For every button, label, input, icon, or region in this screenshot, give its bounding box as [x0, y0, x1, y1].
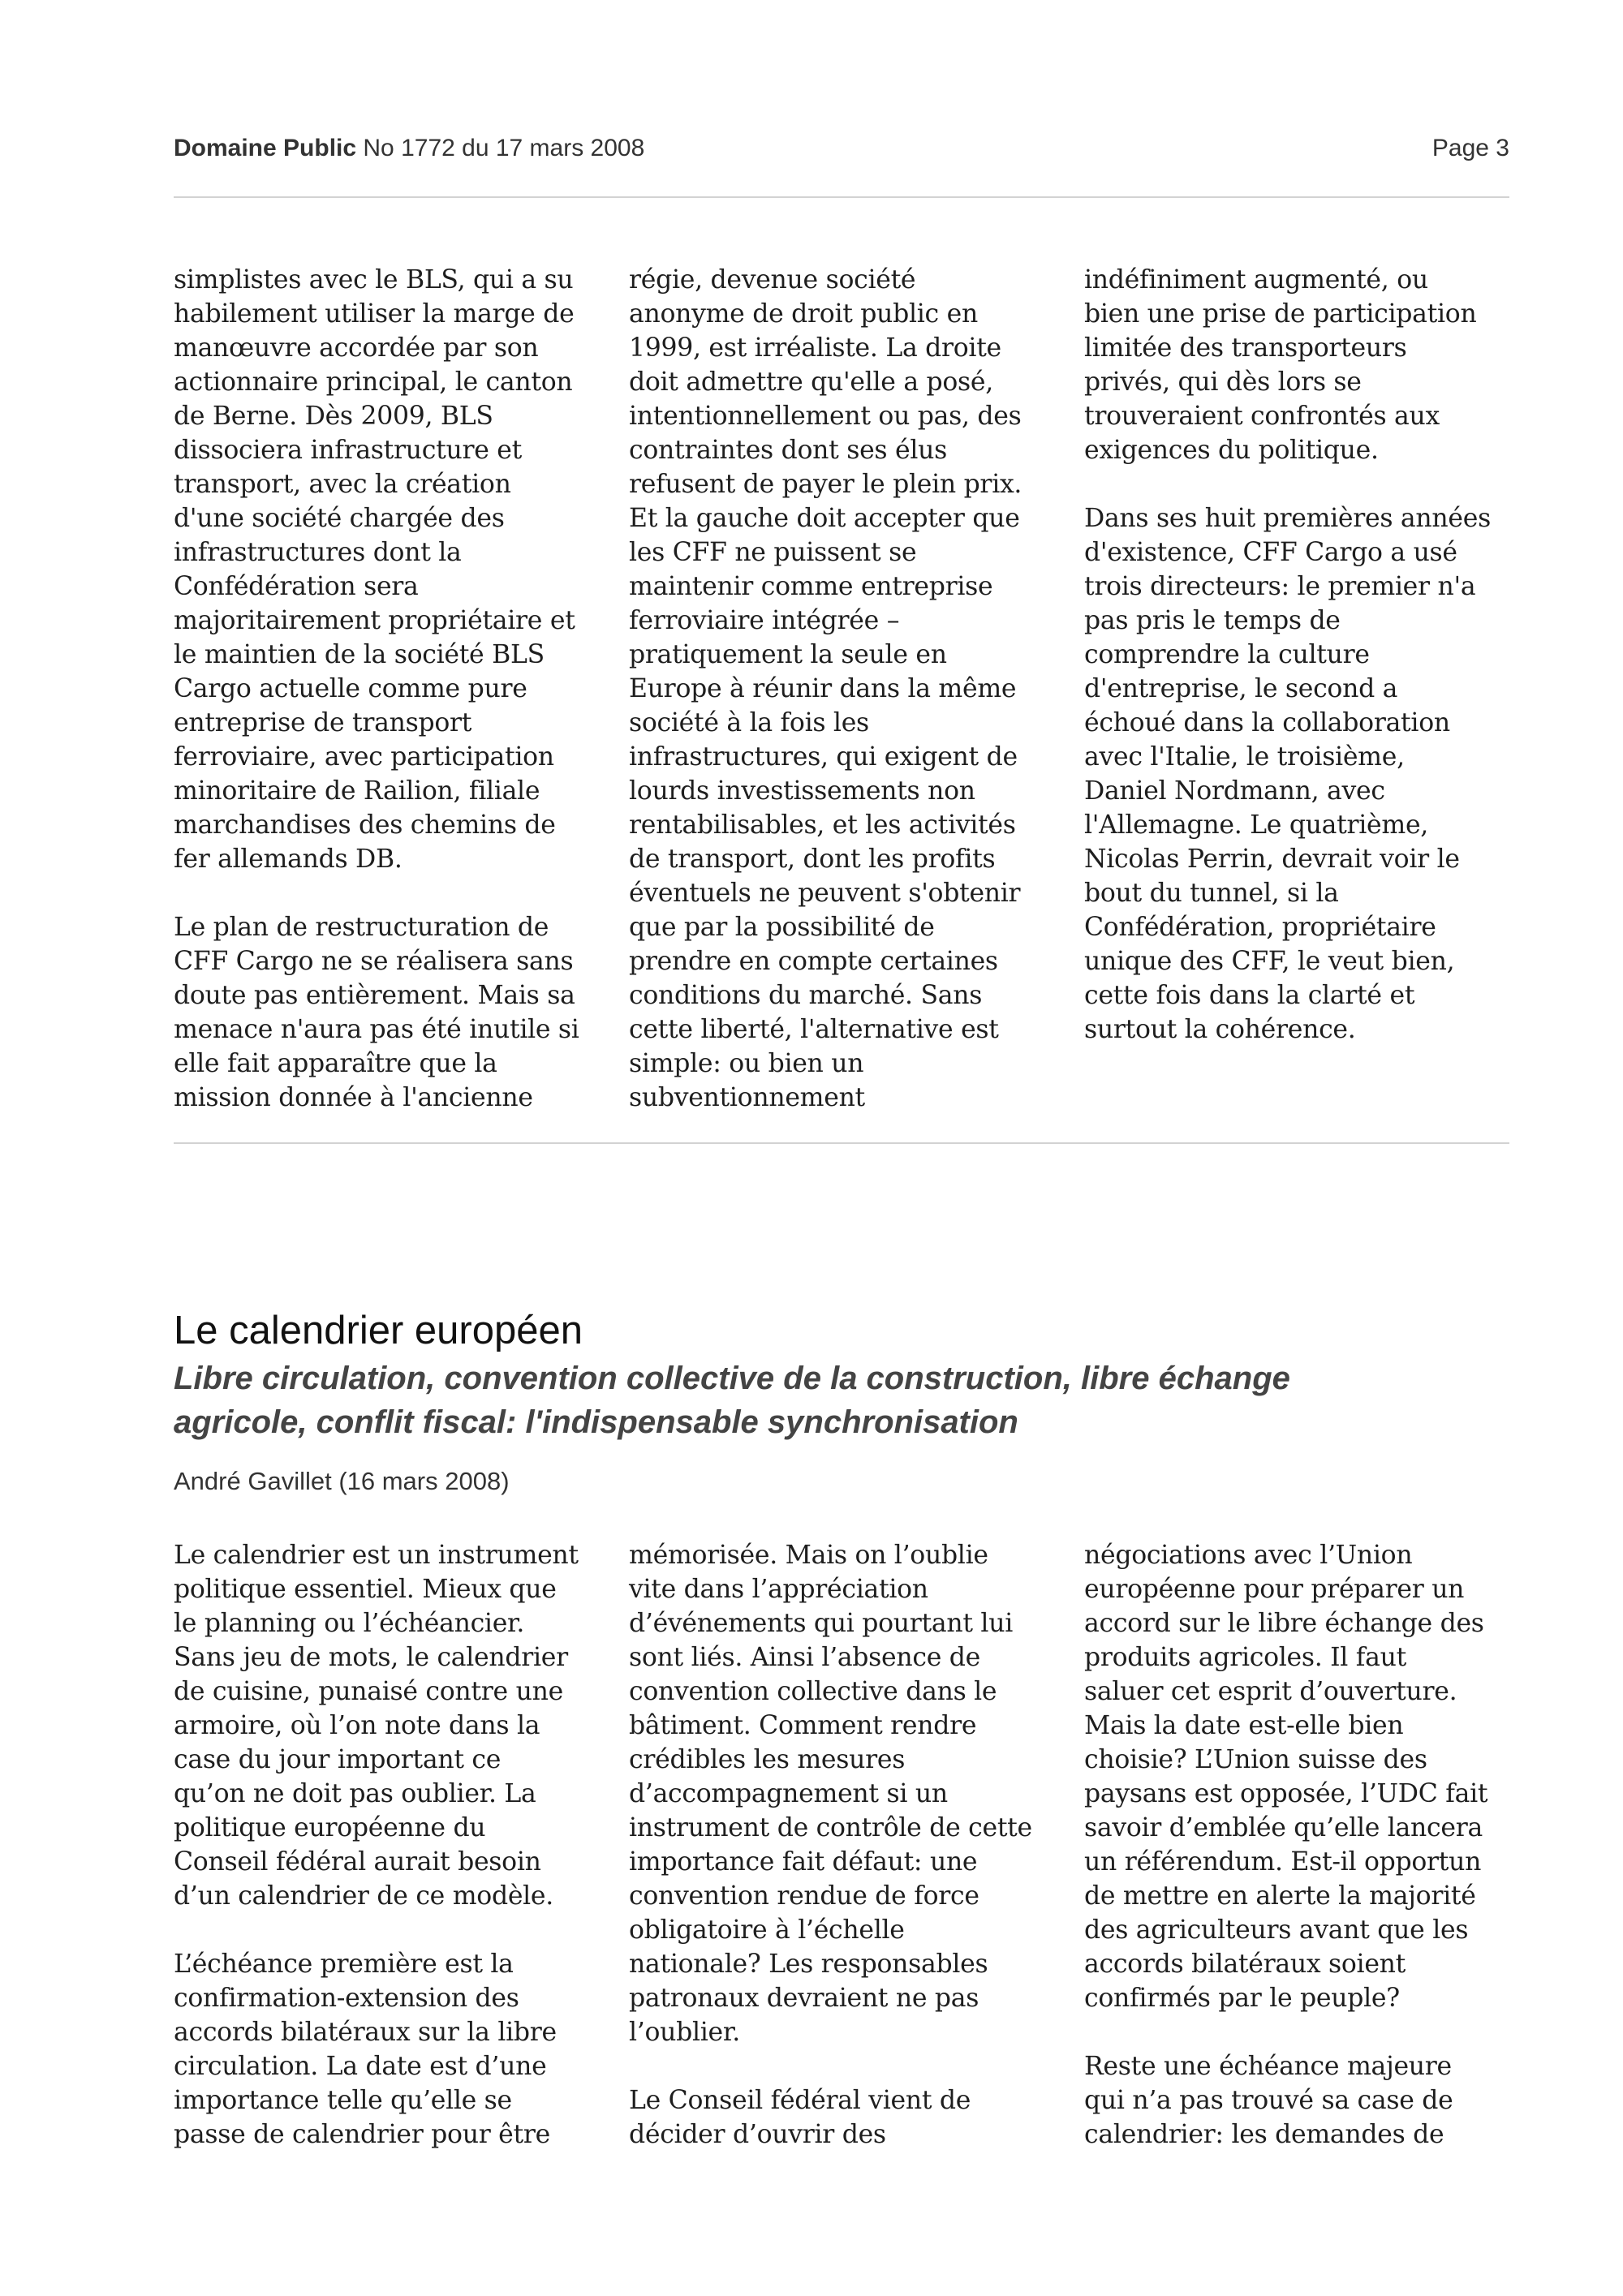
article-title: Le calendrier européen	[174, 1309, 583, 1352]
paragraph: simplistes avec le BLS, qui a su habilement utiliser la marge de manœuvre accordée par son actionnaire principal, le canton de Berne. Dès 2009, BLS dissociera infrastructure et transport, avec la création d'une société chargée des infrastructures dont la Confédération sera majoritairement propriétaire et le maintien de la société BLS Cargo actuelle comme pure entreprise de transport ferroviaire, avec participation minoritaire de Railion, filiale marchandises des chemins de fer allemands DB.	[174, 265, 575, 874]
paragraph: mémorisée. Mais on l’oublie vite dans l’appréciation d’événements qui pourtant lui sont liés. Ainsi l’absence de convention collective dans le bâtiment. Comment rendre crédibles les mesures d’accompagnement si un instrument de contrôle de cette importance fait défaut: une convention rendue de force obligatoire à l’échelle nationale? Les responsables patronaux devraient ne pas l’oublier.	[629, 1541, 1032, 2047]
header-divider	[174, 196, 1509, 198]
article-byline: André Gavillet (16 mars 2008)	[174, 1467, 510, 1495]
paragraph: Dans ses huit premières années d'existence, CFF Cargo a usé trois directeurs: le premier n'a pas pris le temps de comprendre la culture d'entreprise, le second a échoué dans la collaboration avec l'Italie, le troisième, Daniel Nordmann, avec l'Allemagne. Le quatrième, Nicolas Perrin, devrait voir le bout du tunnel, si la Confédération, propriétaire unique des CFF, le veut bien, cette fois dans la clarté et surtout la cohérence.	[1084, 504, 1491, 1044]
article-column-3	[1084, 1538, 1514, 2152]
paragraph: Reste une échéance majeure qui n’a pas trouvé sa case de calendrier: les demandes de	[1084, 2052, 1453, 2149]
top-article-column-3	[1084, 263, 1514, 1047]
article-column-2	[629, 1538, 1059, 2152]
page-header	[174, 135, 1509, 170]
paragraph: Le plan de restructuration de CFF Cargo ne se réalisera sans doute pas entièrement. Mais sa menace n'aura pas été inutile si elle fait apparaître que la mission donnée à l'ancienne	[174, 913, 579, 1112]
paragraph: négociations avec l’Union européenne pour préparer un accord sur le libre échange des produits agricoles. Il faut saluer cet esprit d’ouverture. Mais la date est-elle bien choisie? L’Union suisse des paysans est opposée, l’UDC fait savoir d’emblée qu’elle lancera un référendum. Est-il opportun de mettre en alerte la majorité des agriculteurs avant que les accords bilatéraux soient confirmés par le peuple?	[1084, 1541, 1488, 2013]
paragraph: régie, devenue société anonyme de droit public en 1999, est irréaliste. La droite doit admettre qu'elle a posé, intentionnellement ou pas, des contraintes dont ses élus refusent de payer le plein prix. Et la gauche doit accepter que les CFF ne puissent se maintenir comme entreprise ferroviaire intégrée – pratiquement la seule en Europe à réunir dans la même société à la fois les infrastructures, qui exigent de lourds investissements non rentabilisables, et les activités de transport, dont les profits éventuels ne peuvent s'obtenir que par la possibilité de prendre en compte certaines conditions du marché. Sans cette liberté, l'alternative est simple: ou bien un subventionnement	[629, 265, 1022, 1112]
paragraph: indéfiniment augmenté, ou bien une prise de participation limitée des transporteurs privés, qui dès lors se trouveraient confrontés aux exigences du politique.	[1084, 265, 1477, 465]
paragraph: Le Conseil fédéral vient de décider d’ouvrir des	[629, 2086, 971, 2149]
top-article-column-1	[174, 263, 604, 1115]
page-number: Page 3	[1431, 135, 1509, 161]
paragraph: Le calendrier est un instrument politique essentiel. Mieux que le planning ou l’échéancier. Sans jeu de mots, le calendrier de cuisine, punaisé contre une armoire, où l’on note dans la case du jour important ce qu’on ne doit pas oublier. La politique européenne du Conseil fédéral aurait besoin d’un calendrier de ce modèle.	[174, 1541, 579, 1911]
issue-info: No 1772 du 17 mars 2008	[363, 135, 645, 161]
paragraph: L’échéance première est la confirmation-extension des accords bilatéraux sur la libre circulation. La date est d’une importance telle qu’elle se passe de calendrier pour être	[174, 1950, 557, 2149]
article-column-1	[174, 1538, 604, 2152]
article-subtitle: Libre circulation, convention collective de la construction, libre échange agricole, conflit fiscal: l'indispensable synchronisation	[174, 1361, 1290, 1440]
section-divider	[174, 1142, 1509, 1144]
top-article-column-2	[629, 263, 1059, 1115]
publication-name: Domaine Public	[174, 135, 357, 161]
